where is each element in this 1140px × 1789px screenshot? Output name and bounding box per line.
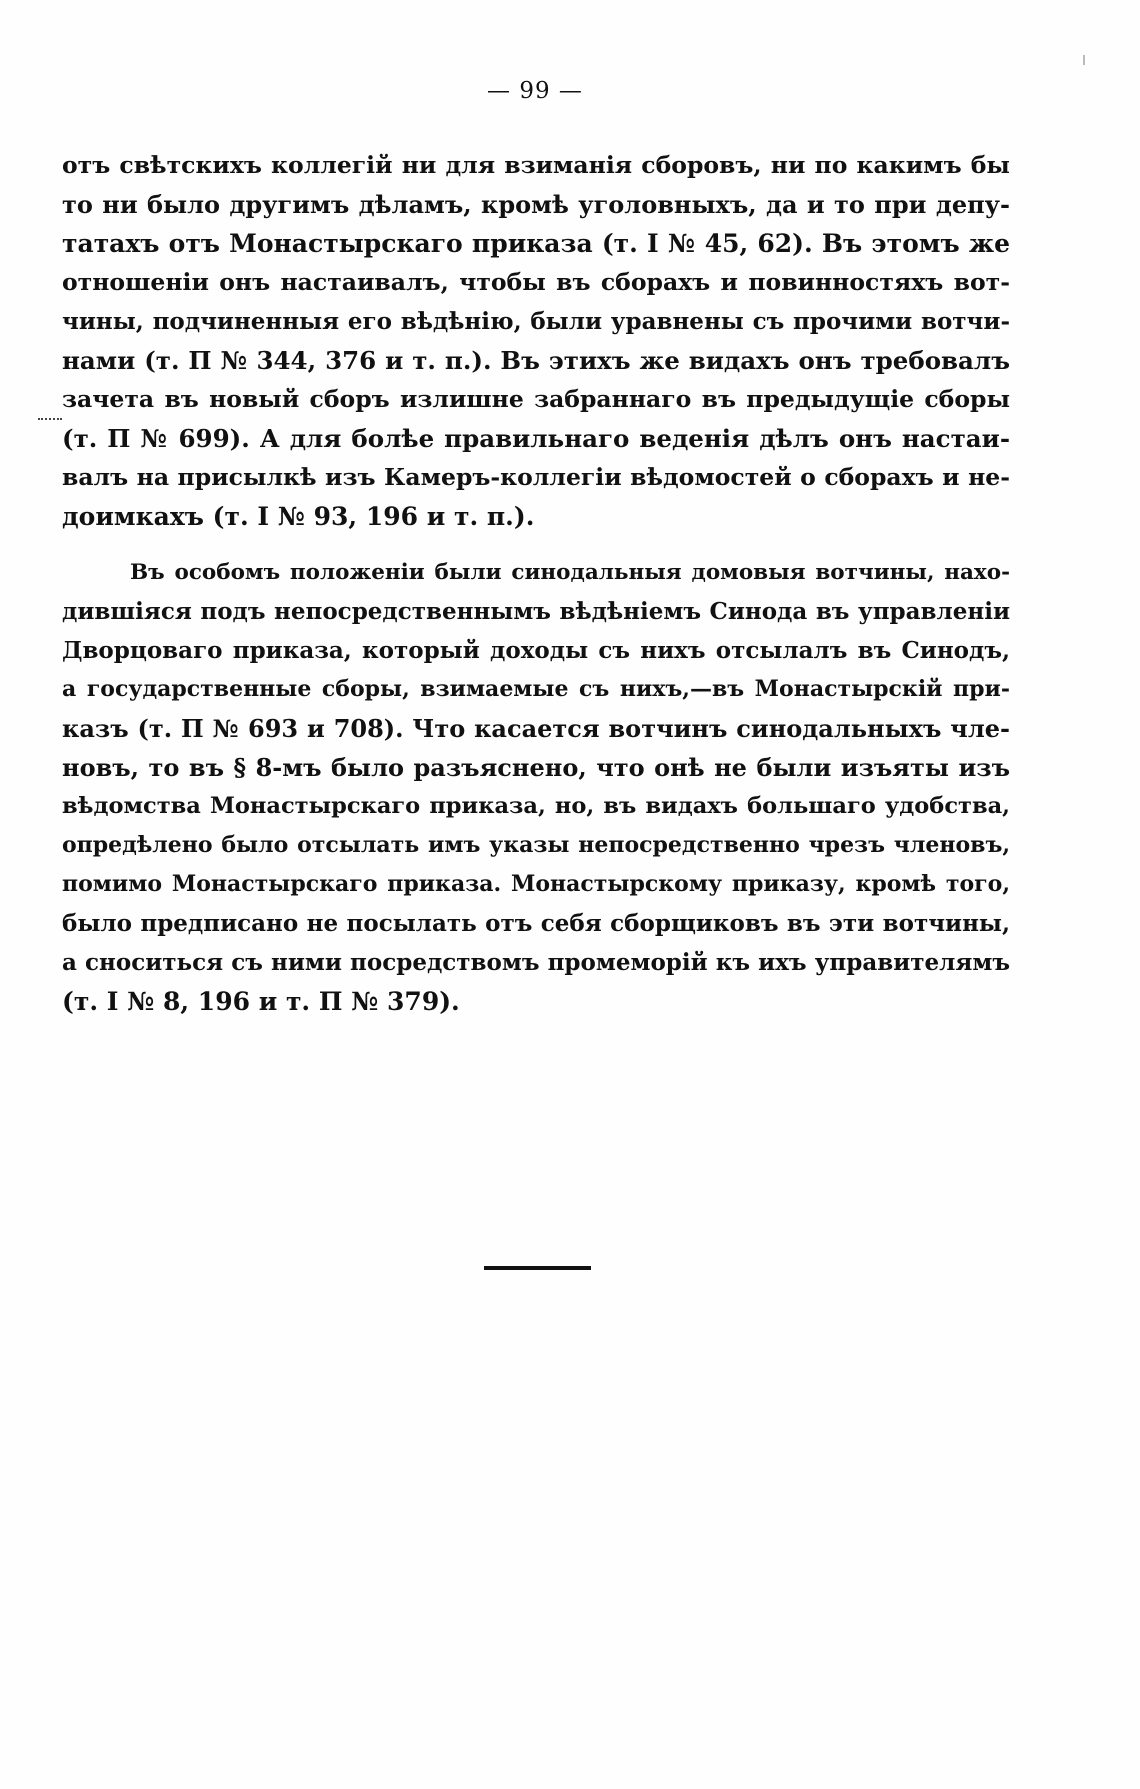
section-end-rule bbox=[484, 1266, 591, 1270]
margin-pencil-mark bbox=[38, 418, 62, 422]
text-line: доимкахъ (т. I № 93, 196 и т. п.). bbox=[62, 502, 535, 531]
paragraph-2 bbox=[62, 553, 1010, 1021]
text-line: помимо Монастырскаго приказа. Монастырскому приказу, кромѣ того, bbox=[62, 871, 1010, 897]
text-line: отъ свѣтскихъ коллегій ни для взиманія сборовъ, ни по какимъ бы bbox=[62, 151, 1010, 179]
text-line: вѣдомства Монастырскаго приказа, но, въ видахъ большаго удобства, bbox=[62, 793, 1010, 819]
text-line: чины, подчиненныя его вѣдѣнію, были уравнены съ прочими вотчи- bbox=[62, 308, 1010, 335]
text-line: а сноситься съ ними посредствомъ промеморій къ ихъ управителямъ bbox=[62, 949, 1010, 976]
text-line: (т. I № 8, 196 и т. П № 379). bbox=[62, 987, 460, 1016]
text-line: татахъ отъ Монастырскаго приказа (т. I № 45, 62). Въ этомъ же bbox=[62, 229, 1010, 258]
text-line: валъ на присылкѣ изъ Камеръ-коллегіи вѣдомостей о сборахъ и не- bbox=[62, 463, 1010, 491]
text-line: а государственные сборы, взимаемые съ нихъ,—въ Монастырскій при- bbox=[62, 676, 1010, 702]
text-line: (т. П № 699). А для болѣе правильнаго веденія дѣлъ онъ настаи- bbox=[62, 424, 1010, 453]
text-line: опредѣлено было отсылать имъ указы непосредственно чрезъ членовъ, bbox=[62, 832, 1010, 858]
text-line: Дворцоваго приказа, который доходы съ нихъ отсылалъ въ Синодъ, bbox=[62, 637, 1010, 664]
text-line: было предписано не посылать отъ себя сборщиковъ въ эти вотчины, bbox=[62, 910, 1010, 937]
text-line: Въ особомъ положеніи были синодальныя домовыя вотчины, нахо- bbox=[130, 560, 1010, 585]
page-number: — 99 — bbox=[487, 78, 583, 104]
text-line: казъ (т. П № 693 и 708). Что касается вотчинъ синодальныхъ чле- bbox=[62, 714, 1010, 743]
scan-speck bbox=[1083, 55, 1085, 65]
text-line: новъ, то въ § 8-мъ было разъяснено, что онѣ не были изъяты изъ bbox=[62, 753, 1010, 782]
text-line: то ни было другимъ дѣламъ, кромѣ уголовныхъ, да и то при депу- bbox=[62, 190, 1010, 219]
text-line: дившіяся подъ непосредственнымъ вѣдѣніемъ Синода въ управленіи bbox=[62, 598, 1010, 625]
text-line: отношеніи онъ настаивалъ, чтобы въ сборахъ и повинностяхъ вот- bbox=[62, 268, 1010, 296]
text-line: зачета въ новый сборъ излишне забраннаго въ предыдущіе сборы bbox=[62, 385, 1010, 413]
paragraph-1 bbox=[62, 146, 1010, 536]
text-line: нами (т. П № 344, 376 и т. п.). Въ этихъ же видахъ онъ требовалъ bbox=[62, 346, 1010, 375]
